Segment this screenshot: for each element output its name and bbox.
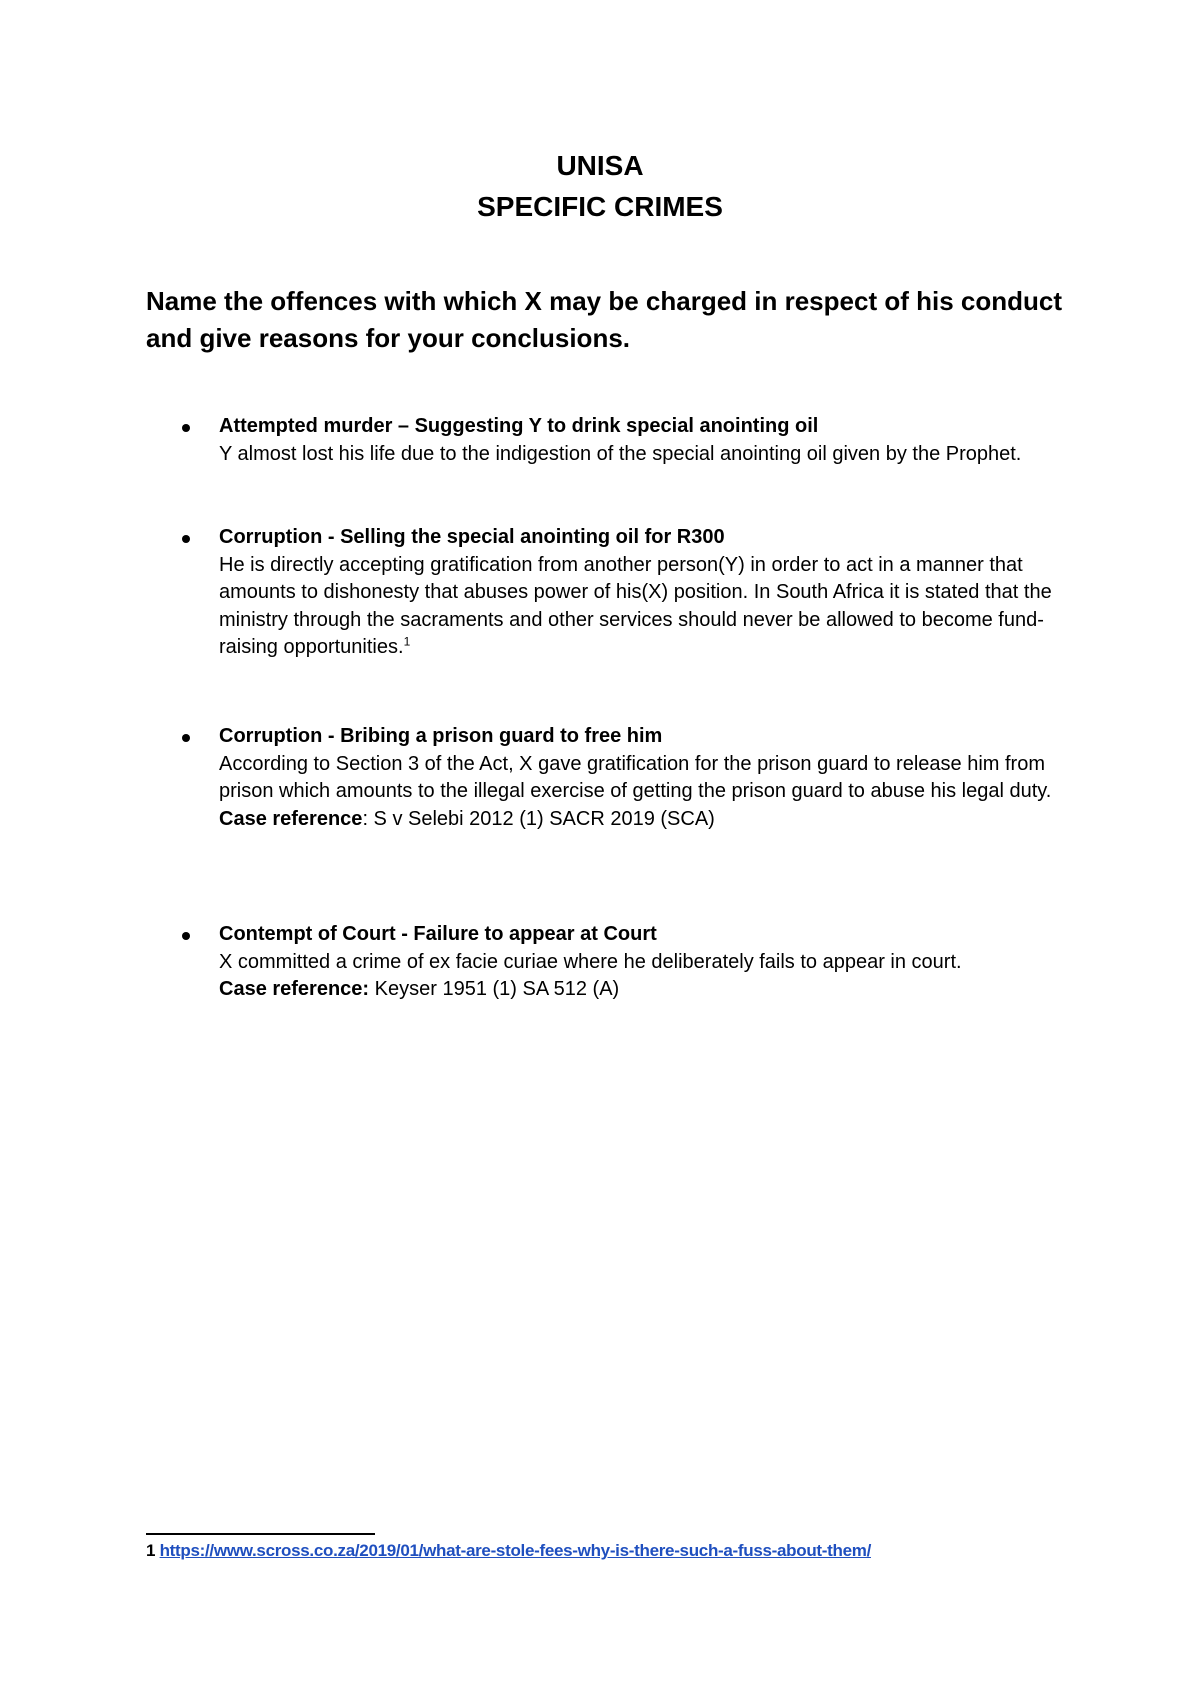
title-institution: UNISA <box>556 150 644 181</box>
footnote <box>146 1541 871 1561</box>
case-reference-text: Keyser 1951 (1) SA 512 (A) <box>369 978 620 1000</box>
question-heading: Name the offences with which X may be charged in respect of his conduct and give reasons for your conclusions. <box>146 286 1062 353</box>
list-item-attempted-murder <box>146 413 1086 468</box>
case-reference <box>219 806 1086 834</box>
case-reference <box>219 976 1086 1004</box>
bullet-icon <box>182 734 190 742</box>
bullet-icon <box>182 932 190 940</box>
list-item-corruption-selling <box>146 524 1086 662</box>
item-heading: Contempt of Court - Failure to appear at Court <box>219 923 657 945</box>
item-text: X committed a crime of ex facie curiae where he deliberately fails to appear in court. <box>219 950 962 973</box>
item-heading: Attempted murder – Suggesting Y to drink special anointing oil <box>219 415 819 437</box>
item-text: Y almost lost his life due to the indigestion of the special anointing oil given by the Prophet. <box>219 442 1022 465</box>
bullet-icon <box>182 535 190 543</box>
case-reference-label: Case reference <box>219 807 363 830</box>
case-reference-label: Case reference: <box>219 978 370 1000</box>
title-subject: SPECIFIC CRIMES <box>477 191 723 222</box>
footnote-link[interactable]: https://www.scross.co.za/2019/01/what-are-stole-fees-why-is-there-such-a-fuss-about-them/ <box>159 1541 871 1560</box>
bullet-icon <box>182 424 190 432</box>
item-heading: Corruption - Bribing a prison guard to free him <box>219 725 663 747</box>
item-text: According to Section 3 of the Act, X gave gratification for the prison guard to release him from prison which amounts to the illegal exercise of getting the prison guard to abuse his legal duty. <box>219 752 1052 802</box>
item-heading: Corruption - Selling the special anointing oil for R300 <box>219 526 725 548</box>
item-text: He is directly accepting gratification from another person(Y) in order to act in a manner that amounts to dishonesty that abuses power of his(X) position. In South Africa it is stated that the ministry through the sacraments and other services should never be allowed to become fund-raising opportunities.$^1$ <box>219 553 1052 658</box>
footnote-reference[interactable]: 1 <box>403 634 411 649</box>
document-title <box>0 145 1200 227</box>
list-item-corruption-bribing <box>146 723 1086 833</box>
footnote-number: 1 <box>146 1541 156 1560</box>
case-reference-text: : S v Selebi 2012 (1) SACR 2019 (SCA) <box>362 807 715 830</box>
list-item-contempt-of-court <box>146 921 1086 1004</box>
footnote-divider <box>146 1533 375 1535</box>
